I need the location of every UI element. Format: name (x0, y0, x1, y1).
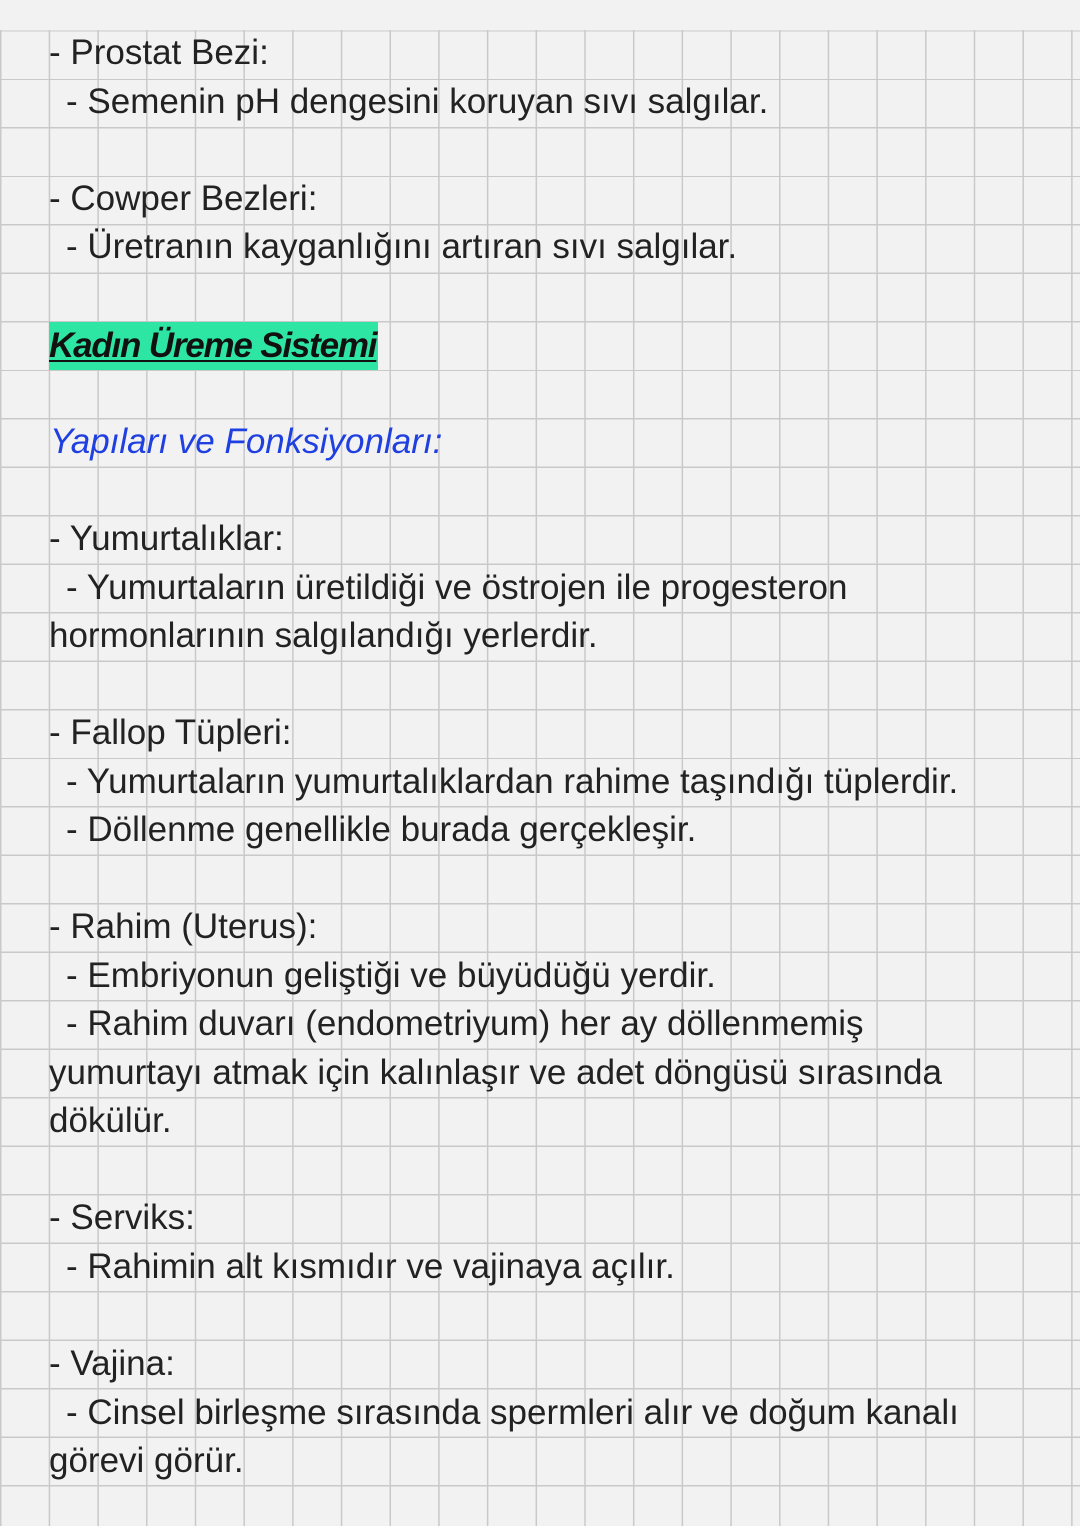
page-top-margin (0, 0, 1080, 30)
term-serviks: - Serviks: (49, 1198, 195, 1237)
term-fallop-tupleri: - Fallop Tüpleri: (49, 713, 292, 752)
section-subtitle: Yapıları ve Fonksiyonları: (50, 422, 443, 461)
definition-continuation: yumurtayı atmak için kalınlaşır ve adet döngüsü sırasında (49, 1053, 942, 1092)
definition-continuation: görevi görür. (49, 1441, 244, 1480)
term-yumurtaliklar: - Yumurtalıklar: (49, 519, 284, 558)
definition-line: - Yumurtaların yumurtalıklardan rahime taşındığı tüplerdir. (66, 762, 959, 801)
definition-continuation: hormonlarının salgılandığı yerlerdir. (49, 616, 598, 655)
term-vajina: - Vajina: (49, 1344, 175, 1383)
definition-line: - Üretranın kayganlığını artıran sıvı salgılar. (66, 227, 738, 266)
definition-line: - Döllenme genellikle burada gerçekleşir. (66, 810, 697, 849)
term-cowper-bezleri: - Cowper Bezleri: (49, 179, 318, 218)
definition-line: - Semenin pH dengesini koruyan sıvı salgılar. (66, 82, 769, 121)
definition-line: - Embriyonun geliştiği ve büyüdüğü yerdir. (66, 956, 716, 995)
definition-line: - Rahimin alt kısmıdır ve vajinaya açılır. (66, 1247, 675, 1286)
section-title-highlighted: Kadın Üreme Sistemi (49, 322, 378, 370)
term-rahim-uterus: - Rahim (Uterus): (49, 907, 318, 946)
term-prostat-bezi: - Prostat Bezi: (49, 33, 269, 72)
definition-line: - Cinsel birleşme sırasında spermleri alır ve doğum kanalı (66, 1393, 959, 1432)
definition-line: - Rahim duvarı (endometriyum) her ay döllenmemiş (66, 1004, 864, 1043)
definition-line: - Yumurtaların üretildiği ve östrojen ile progesteron (66, 568, 848, 607)
definition-continuation: dökülür. (49, 1101, 172, 1140)
